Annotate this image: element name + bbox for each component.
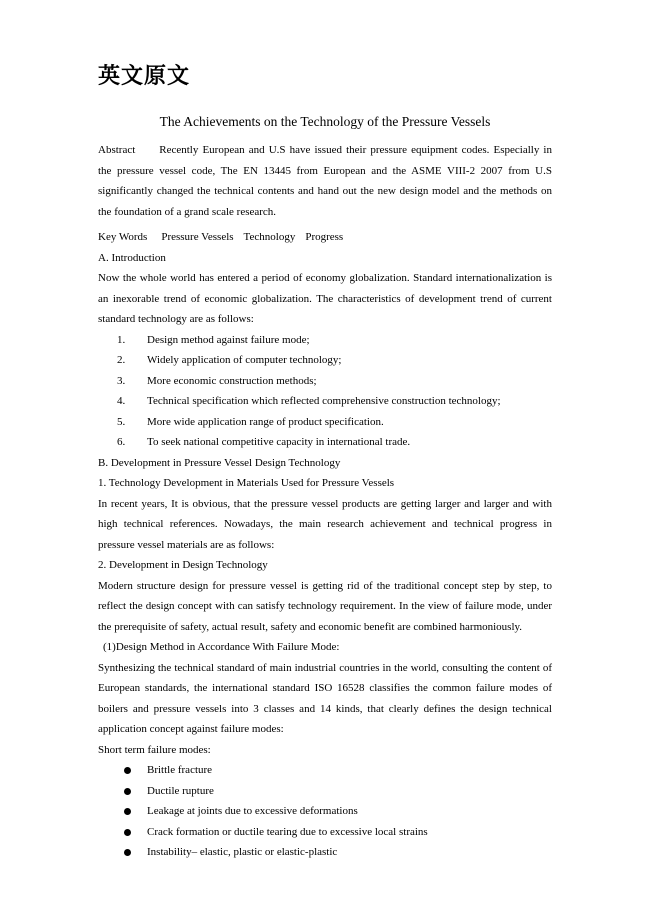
document-title: The Achievements on the Technology of the Pressure Vessels (159, 114, 491, 129)
list-item: 6. To seek national competitive capacity in international trade. (117, 436, 411, 448)
list-item: 2. Widely application of computer technology; (117, 354, 342, 366)
keywords-label: Key Words (98, 231, 148, 243)
subsection-2-paragraph: Modern structure design for pressure vessel is getting rid of the traditional concept step by step, to reflect the design concept with can satisfy technology requirement. In the view of failure mode, under the prerequisite of safety, actual result, safety and economic benefit are combined harmoniously. (98, 579, 552, 633)
bullet-icon (124, 849, 131, 856)
list-item: Crack formation or ductile tearing due to excessive local strains (98, 822, 552, 843)
short-term-label: Short term failure modes: (98, 743, 211, 756)
section-a-paragraph: Now the whole world has entered a period of economy globalization. Standard internationalization is an inexorable trend of economic globalization. The characteristics of development trend of current standard technology are as follows: (98, 272, 552, 325)
list-item: Ductile rupture (98, 781, 552, 802)
keywords-line (98, 227, 552, 248)
bullet-icon (124, 767, 131, 774)
list-item: Leakage at joints due to excessive deformations (98, 801, 552, 822)
section-b-heading: B. Development in Pressure Vessel Design Technology (98, 456, 341, 469)
abstract-paragraph (98, 140, 552, 222)
subsection-1-heading: 1. Technology Development in Materials Used for Pressure Vessels (98, 477, 395, 489)
list-item: Brittle fracture (98, 760, 552, 781)
abstract-text: Recently European and U.S have issued their pressure equipment codes. Especially in the pressure vessel code, The EN 13445 from European and the ASME VIII-2 2007 from U.S significantly changed the technical contents and hand out the new design model and the methods on the foundation of a grand scale research. (98, 144, 552, 218)
keyword-item: Progress (305, 231, 344, 243)
bullet-icon (124, 829, 131, 836)
failure-mode-list (98, 760, 552, 863)
bullet-icon (124, 788, 131, 795)
trend-list (98, 330, 552, 453)
subsection-2-1-paragraph: Synthesizing the technical standard of main industrial countries in the world, consulting the content of European standards, the international standard ISO 16528 classifies the common failure modes of boilers and pressure vessels into 3 classes and 14 kinds, that clearly defines the design technical application concept against failure modes: (98, 661, 552, 735)
chinese-heading: 英文原文 (98, 64, 191, 89)
abstract-label: Abstract (98, 144, 136, 156)
subsection-2-1-heading: (1)Design Method in Accordance With Failure Mode: (103, 641, 340, 653)
list-item: Instability– elastic, plastic or elastic-plastic (98, 842, 552, 863)
section-a-heading: A. Introduction (98, 251, 166, 264)
keyword-item: Pressure Vessels (161, 231, 234, 243)
bullet-icon (124, 808, 131, 815)
list-item: 3. More economic construction methods; (117, 374, 317, 387)
list-item: 5. More wide application range of product specification. (117, 415, 384, 428)
document-body (98, 140, 552, 863)
keyword-item: Technology (243, 231, 296, 243)
subsection-1-paragraph: In recent years, It is obvious, that the pressure vessel products are getting larger and larger and with high technical references. Nowadays, the main research achievement and technical progress in pressure vessel materials are as follows: (98, 497, 552, 551)
list-item: 4. Technical specification which reflected comprehensive construction technology; (117, 395, 501, 407)
subsection-2-heading: 2. Development in Design Technology (98, 559, 268, 571)
list-item: 1. Design method against failure mode; (117, 333, 310, 346)
